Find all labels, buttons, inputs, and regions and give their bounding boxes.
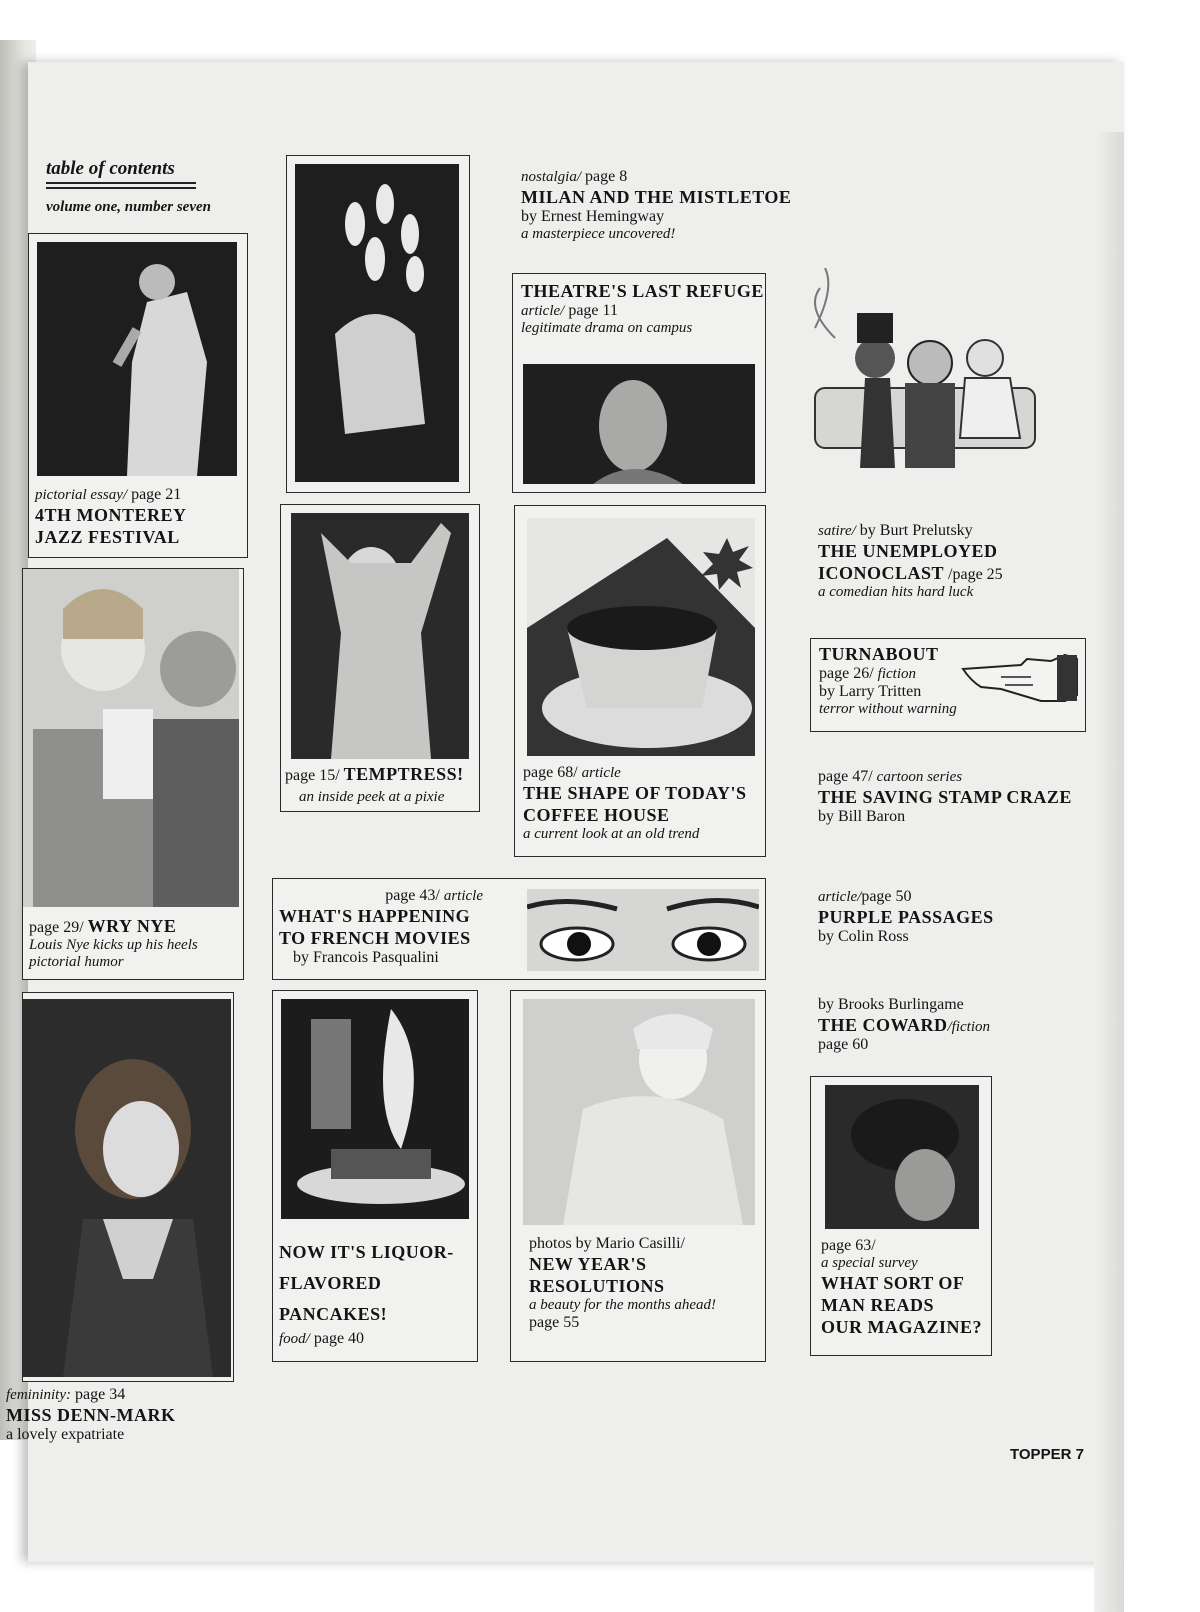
new-year-photo	[523, 999, 755, 1225]
denn-mark-desc: a lovely expatriate	[6, 1426, 125, 1443]
pancakes-title-2: FLAVORED	[279, 1273, 382, 1293]
temptress-entry[interactable]	[280, 504, 480, 812]
turnabout-kicker: fiction	[877, 666, 916, 682]
satire-kicker: satire/	[818, 523, 856, 539]
pointing-hand-icon	[961, 651, 1079, 712]
coffee-cup-photo	[527, 518, 755, 756]
purple-title: PURPLE PASSAGES	[818, 907, 994, 927]
coffee-desc: a current look at an old trend	[523, 826, 700, 842]
coffee-title-2: COFFEE HOUSE	[523, 805, 670, 825]
actor-photo	[523, 364, 755, 484]
stamp-title: THE SAVING STAMP CRAZE	[818, 787, 1072, 807]
theatre-kicker: article/	[521, 303, 565, 319]
liquor-pancakes-entry[interactable]	[272, 990, 478, 1362]
milan-title: MILAN AND THE MISTLETOE	[521, 187, 792, 207]
nye-title: WRY NYE	[87, 916, 177, 936]
jazz-title-2: JAZZ FESTIVAL	[35, 527, 180, 547]
pancakes-title-1: NOW IT'S LIQUOR-	[279, 1242, 454, 1262]
special-survey-entry[interactable]	[810, 1076, 992, 1356]
purple-kicker: article/	[818, 889, 862, 905]
coward-entry[interactable]	[818, 996, 990, 1054]
page-folio: TOPPER 7	[1010, 1446, 1084, 1463]
coward-title: THE COWARD	[818, 1015, 948, 1035]
nye-desc-2: pictorial humor	[29, 954, 124, 970]
newyear-desc: a beauty for the months ahead!	[529, 1297, 717, 1313]
milan-kicker: nostalgia/	[521, 169, 582, 185]
pancakes-page: page 40	[313, 1330, 365, 1347]
denn-mark-photo	[23, 999, 231, 1377]
turnabout-entry[interactable]	[810, 638, 1086, 732]
denn-mark-page: page 34	[74, 1386, 126, 1403]
purple-by: by Colin Ross	[818, 928, 909, 945]
header-rule	[46, 182, 196, 189]
purple-page: page 50	[861, 888, 912, 905]
stamp-kicker: cartoon series	[876, 769, 963, 785]
toc-header	[46, 158, 211, 216]
jazz-title-1: 4TH MONTEREY	[35, 505, 187, 525]
toc-title: table of contents	[46, 158, 175, 179]
survey-page: page 63/	[821, 1237, 876, 1254]
coffee-kicker: article	[581, 765, 621, 781]
satire-title-1: THE UNEMPLOYED	[818, 541, 998, 561]
louis-nye-photo	[23, 569, 239, 907]
french-movies-entry[interactable]	[272, 878, 766, 980]
milan-desc: a masterpiece uncovered!	[521, 226, 676, 242]
french-title-2: TO FRENCH MOVIES	[279, 928, 471, 948]
satire-cartoon-illustration	[795, 268, 1040, 480]
turnabout-desc: terror without warning	[819, 701, 957, 717]
turnabout-page: page 26/	[819, 665, 874, 682]
theatre-entry[interactable]	[512, 273, 766, 493]
pixie-photo	[291, 513, 469, 759]
jazz-kicker: pictorial essay/	[35, 487, 128, 503]
man-reading-photo	[825, 1085, 979, 1229]
denn-mark-caption	[6, 1386, 176, 1444]
coffee-page: page 68/	[523, 764, 578, 781]
newyear-by: photos by Mario Casilli/	[529, 1235, 685, 1252]
jazz-festival-entry[interactable]	[28, 233, 248, 558]
survey-title-3: OUR MAGAZINE?	[821, 1317, 983, 1337]
satire-by: by Burt Prelutsky	[859, 522, 973, 539]
milan-page: page 8	[585, 168, 628, 185]
coward-by: by Brooks Burlingame	[818, 996, 964, 1013]
temptress-page: page 15/	[285, 767, 340, 784]
milan-entry[interactable]	[521, 168, 791, 243]
turnabout-by: by Larry Tritten	[819, 683, 922, 700]
stamp-page: page 47/	[818, 768, 873, 785]
satire-entry[interactable]	[818, 522, 1003, 601]
denn-mark-kicker: femininity:	[6, 1387, 71, 1403]
turnabout-title: TURNABOUT	[819, 644, 939, 664]
page-edge	[1094, 132, 1124, 1612]
survey-title-2: MAN READS	[821, 1295, 935, 1315]
french-kicker: article	[443, 888, 483, 904]
survey-title-1: WHAT SORT OF	[821, 1273, 965, 1293]
mistletoe-art-entry[interactable]	[286, 155, 470, 493]
stamp-by: by Bill Baron	[818, 808, 906, 825]
milan-by: by Ernest Hemingway	[521, 208, 665, 225]
french-title-1: WHAT'S HAPPENING	[279, 906, 471, 926]
wry-nye-entry[interactable]	[22, 568, 244, 980]
satire-desc: a comedian hits hard luck	[818, 584, 974, 600]
french-by: by Francois Pasqualini	[293, 949, 439, 966]
coward-page: page 60	[818, 1036, 869, 1053]
new-years-resolutions-entry[interactable]	[510, 990, 766, 1362]
pancakes-title-3: PANCAKES!	[279, 1304, 388, 1324]
miss-denn-mark-entry[interactable]	[22, 992, 234, 1382]
temptress-desc: an inside peek at a pixie	[299, 789, 445, 805]
coffee-title-1: THE SHAPE OF TODAY'S	[523, 783, 747, 803]
pancakes-kicker: food/	[279, 1331, 310, 1347]
newyear-title-1: NEW YEAR'S	[529, 1254, 647, 1274]
volume-line: volume one, number seven	[46, 199, 211, 215]
survey-kicker: a special survey	[821, 1255, 918, 1271]
stamp-craze-entry[interactable]	[818, 768, 1072, 826]
eyes-photo	[527, 889, 759, 971]
newyear-page: page 55	[529, 1314, 580, 1331]
mistletoe-painting	[295, 164, 459, 482]
coward-kicker: /fiction	[947, 1019, 991, 1035]
french-page: page 43/	[385, 887, 440, 904]
denn-mark-title: MISS DENN-MARK	[6, 1405, 176, 1425]
temptress-title: TEMPTRESS!	[343, 764, 464, 784]
newyear-title-2: RESOLUTIONS	[529, 1276, 665, 1296]
pancakes-photo	[281, 999, 469, 1219]
theatre-page: page 11	[568, 302, 618, 319]
jazz-page: page 21	[131, 486, 182, 503]
theatre-desc: legitimate drama on campus	[521, 320, 693, 336]
satire-title-2: ICONOCLAST	[818, 563, 945, 583]
trumpet-player-photo	[37, 242, 237, 476]
coffee-house-entry[interactable]	[514, 505, 766, 857]
nye-page: page 29/	[29, 919, 84, 936]
theatre-title: THEATRE'S LAST REFUGE	[521, 281, 764, 301]
satire-page: /page 25	[948, 566, 1003, 583]
nye-desc: Louis Nye kicks up his heels	[29, 937, 198, 953]
purple-passages-entry[interactable]	[818, 888, 994, 946]
